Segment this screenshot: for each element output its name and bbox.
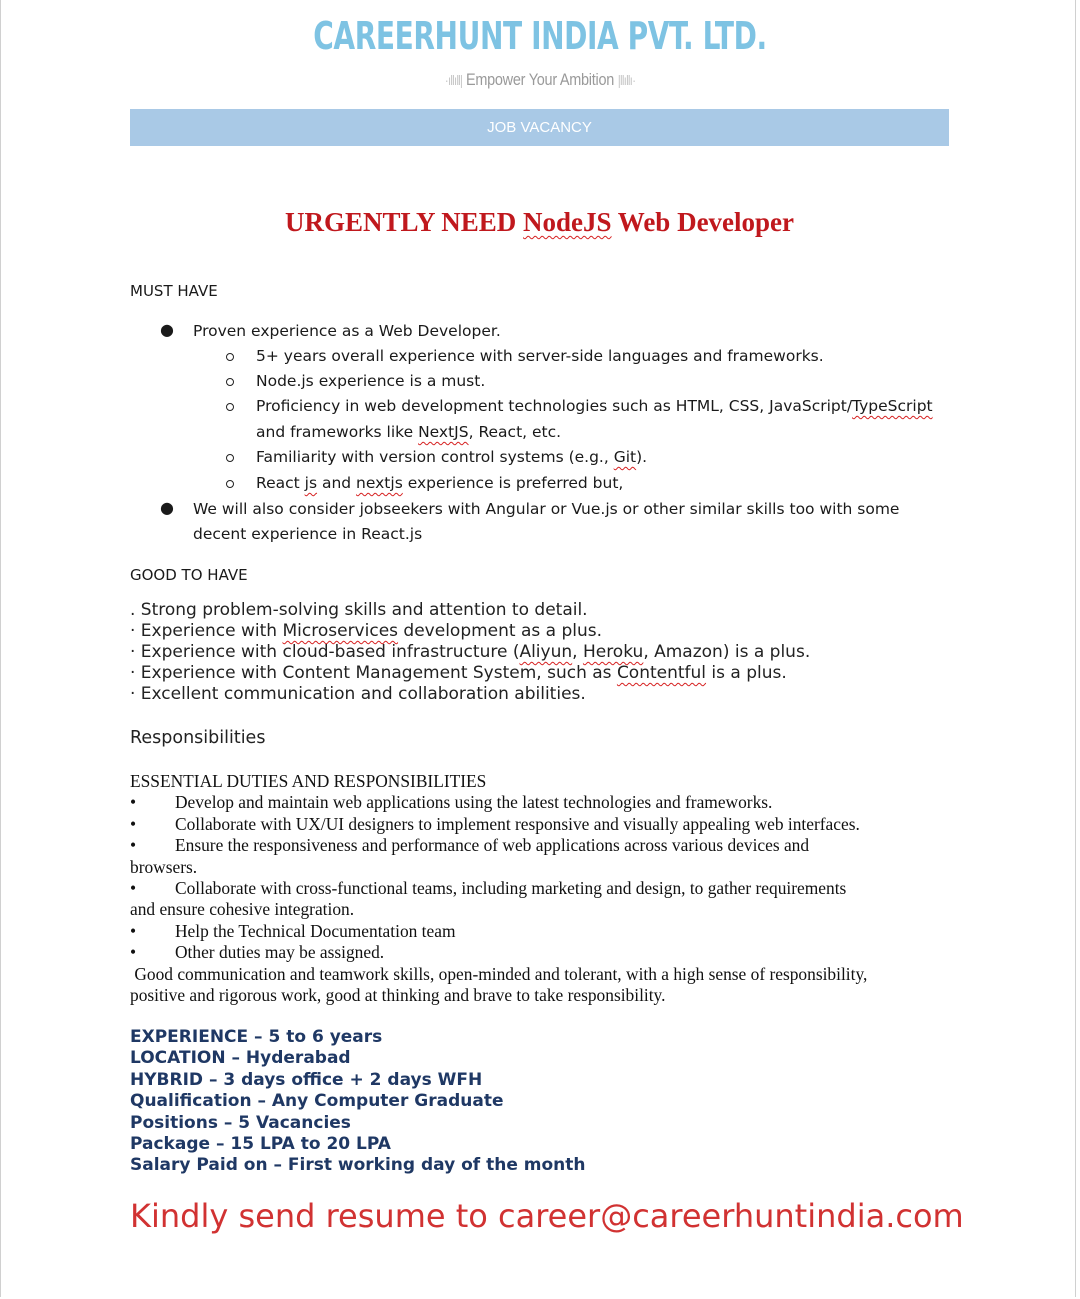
duty-continuation: browsers. xyxy=(130,856,198,877)
tagline-text: Empower Your Ambition xyxy=(465,70,615,89)
good-item: . Strong problem-solving skills and attention to detail. xyxy=(130,600,588,620)
detail-package: Package – 15 LPA to 20 LPA xyxy=(130,1134,391,1155)
closing-line-1: Good communication and teamwork skills, open-minded and tolerant, with a high sense of responsibility, xyxy=(130,963,868,984)
duty-item xyxy=(130,835,960,856)
sub-3-text: , React, etc. xyxy=(468,423,562,441)
duty-text: Ensure the responsiveness and performance of web applications across various devices and xyxy=(175,835,810,856)
good-to-have-title: GOOD TO HAVE xyxy=(130,566,248,584)
job-vacancy-banner: JOB VACANCY xyxy=(130,109,949,146)
aliyun-word: Aliyun xyxy=(519,642,573,662)
signal-left-icon: ·ıllıll| xyxy=(444,72,463,88)
good-item xyxy=(130,663,810,684)
signal-right-icon: |llıllı· xyxy=(617,72,636,88)
responsibilities-title: Responsibilities xyxy=(130,728,266,748)
duty-continuation: and ensure cohesive integration. xyxy=(130,899,355,920)
duties-block xyxy=(130,771,960,1006)
good-item-text: development as a plus. xyxy=(398,621,603,641)
duty-text: Other duties may be assigned. xyxy=(175,942,385,963)
duty-bullet: • xyxy=(130,835,137,856)
good-item: · Excellent communication and collaboration abilities. xyxy=(130,684,586,704)
git-word: Git xyxy=(613,448,637,466)
closing-line-2: positive and rigorous work, good at thinking and brave to take responsibility. xyxy=(130,985,666,1006)
sub-bullet-circle xyxy=(226,403,234,411)
duty-bullet: • xyxy=(130,813,137,834)
contentful-word: Contentful xyxy=(616,663,707,683)
duty-bullet: • xyxy=(130,942,137,963)
must-have-bullet-1: Proven experience as a Web Developer. xyxy=(193,322,501,340)
sub-bullet-circle xyxy=(226,480,234,488)
must-have-bullet-2-line-2: decent experience in React.js xyxy=(193,525,423,543)
sub-3-text: and frameworks like xyxy=(256,423,419,441)
must-have-bullet-2-line-1: We will also consider jobseekers with Angular or Vue.js or other similar skills too with some xyxy=(193,500,900,518)
good-item-text: , xyxy=(572,642,583,662)
sub-4-text: ). xyxy=(636,448,648,466)
headline-part-3: Web Developer xyxy=(611,207,795,237)
duties-heading: ESSENTIAL DUTIES AND RESPONSIBILITIES xyxy=(130,771,487,791)
good-item-text: , Amazon) is a plus. xyxy=(643,642,811,662)
good-item xyxy=(130,621,810,642)
sub-4-text: Familiarity with version control systems (e.g., xyxy=(256,448,614,466)
microservices-word: Microservices xyxy=(282,621,399,641)
typescript-word: TypeScript xyxy=(852,397,933,415)
nextjs-lower-word: nextjs xyxy=(356,474,403,492)
nextjs-word: NextJS xyxy=(418,423,469,441)
duty-item xyxy=(130,921,960,942)
must-have-title: MUST HAVE xyxy=(130,282,218,300)
sub-5-text: experience is preferred but, xyxy=(402,474,624,492)
headline xyxy=(130,207,949,238)
duty-item xyxy=(130,814,960,835)
sub-bullet-circle xyxy=(226,353,234,361)
must-have-sub-3-line-2 xyxy=(256,420,561,445)
good-to-have-list xyxy=(130,600,810,705)
bullet-dot: ● xyxy=(160,498,174,517)
detail-experience: EXPERIENCE – 5 to 6 years xyxy=(130,1027,383,1047)
duty-bullet: • xyxy=(130,920,137,941)
duty-item xyxy=(130,792,960,813)
detail-hybrid: HYBRID – 3 days office + 2 days WFH xyxy=(130,1069,483,1090)
tagline xyxy=(81,70,999,90)
js-word: js xyxy=(304,474,318,492)
duty-bullet: • xyxy=(130,878,137,899)
must-have-sub-3-line-1 xyxy=(256,394,933,419)
duty-text: Help the Technical Documentation team xyxy=(175,920,456,941)
must-have-sub-1: 5+ years overall experience with server-side languages and frameworks. xyxy=(256,347,824,365)
duty-text: Develop and maintain web applications using the latest technologies and frameworks. xyxy=(175,792,773,813)
sub-5-text: React xyxy=(256,474,305,492)
must-have-sub-5 xyxy=(256,471,623,496)
bullet-dot: ● xyxy=(160,320,174,339)
sub-bullet-circle xyxy=(226,454,234,462)
job-details xyxy=(130,1027,586,1177)
detail-positions: Positions – 5 Vacancies xyxy=(130,1112,351,1133)
good-item-text: · Experience with Content Management System, such as xyxy=(130,663,617,683)
duty-text: Collaborate with UX/UI designers to implement responsive and visually appealing web interfaces. xyxy=(175,813,860,834)
good-item xyxy=(130,642,810,663)
headline-part-1: URGENTLY NEED xyxy=(284,207,524,237)
good-item-text: · Experience with xyxy=(130,621,283,641)
heroku-word: Heroku xyxy=(582,642,644,662)
detail-qualification: Qualification – Any Computer Graduate xyxy=(130,1091,504,1112)
must-have-sub-4 xyxy=(256,445,647,470)
duty-bullet: • xyxy=(130,792,137,813)
detail-salary: Salary Paid on – First working day of the month xyxy=(130,1155,586,1176)
sub-bullet-circle xyxy=(226,378,234,386)
headline-part-2: NodeJS xyxy=(523,207,612,237)
duty-item xyxy=(130,942,960,963)
company-name: CAREERHUNT INDIA PVT. LTD. xyxy=(313,14,767,58)
duty-text: Collaborate with cross-functional teams, including marketing and design, to gather requirements xyxy=(175,878,847,899)
good-item-text: · Experience with cloud-based infrastructure ( xyxy=(130,642,520,662)
must-have-sub-2: Node.js experience is a must. xyxy=(256,372,486,390)
sub-5-text: and xyxy=(317,474,357,492)
duty-item xyxy=(130,878,960,899)
sub-3-text: Proficiency in web development technologies such as HTML, CSS, JavaScript/ xyxy=(256,397,853,415)
resume-cta: Kindly send resume to career@careerhuntindia.com xyxy=(130,1197,964,1235)
good-item-text: is a plus. xyxy=(706,663,787,683)
detail-location: LOCATION – Hyderabad xyxy=(130,1048,351,1069)
